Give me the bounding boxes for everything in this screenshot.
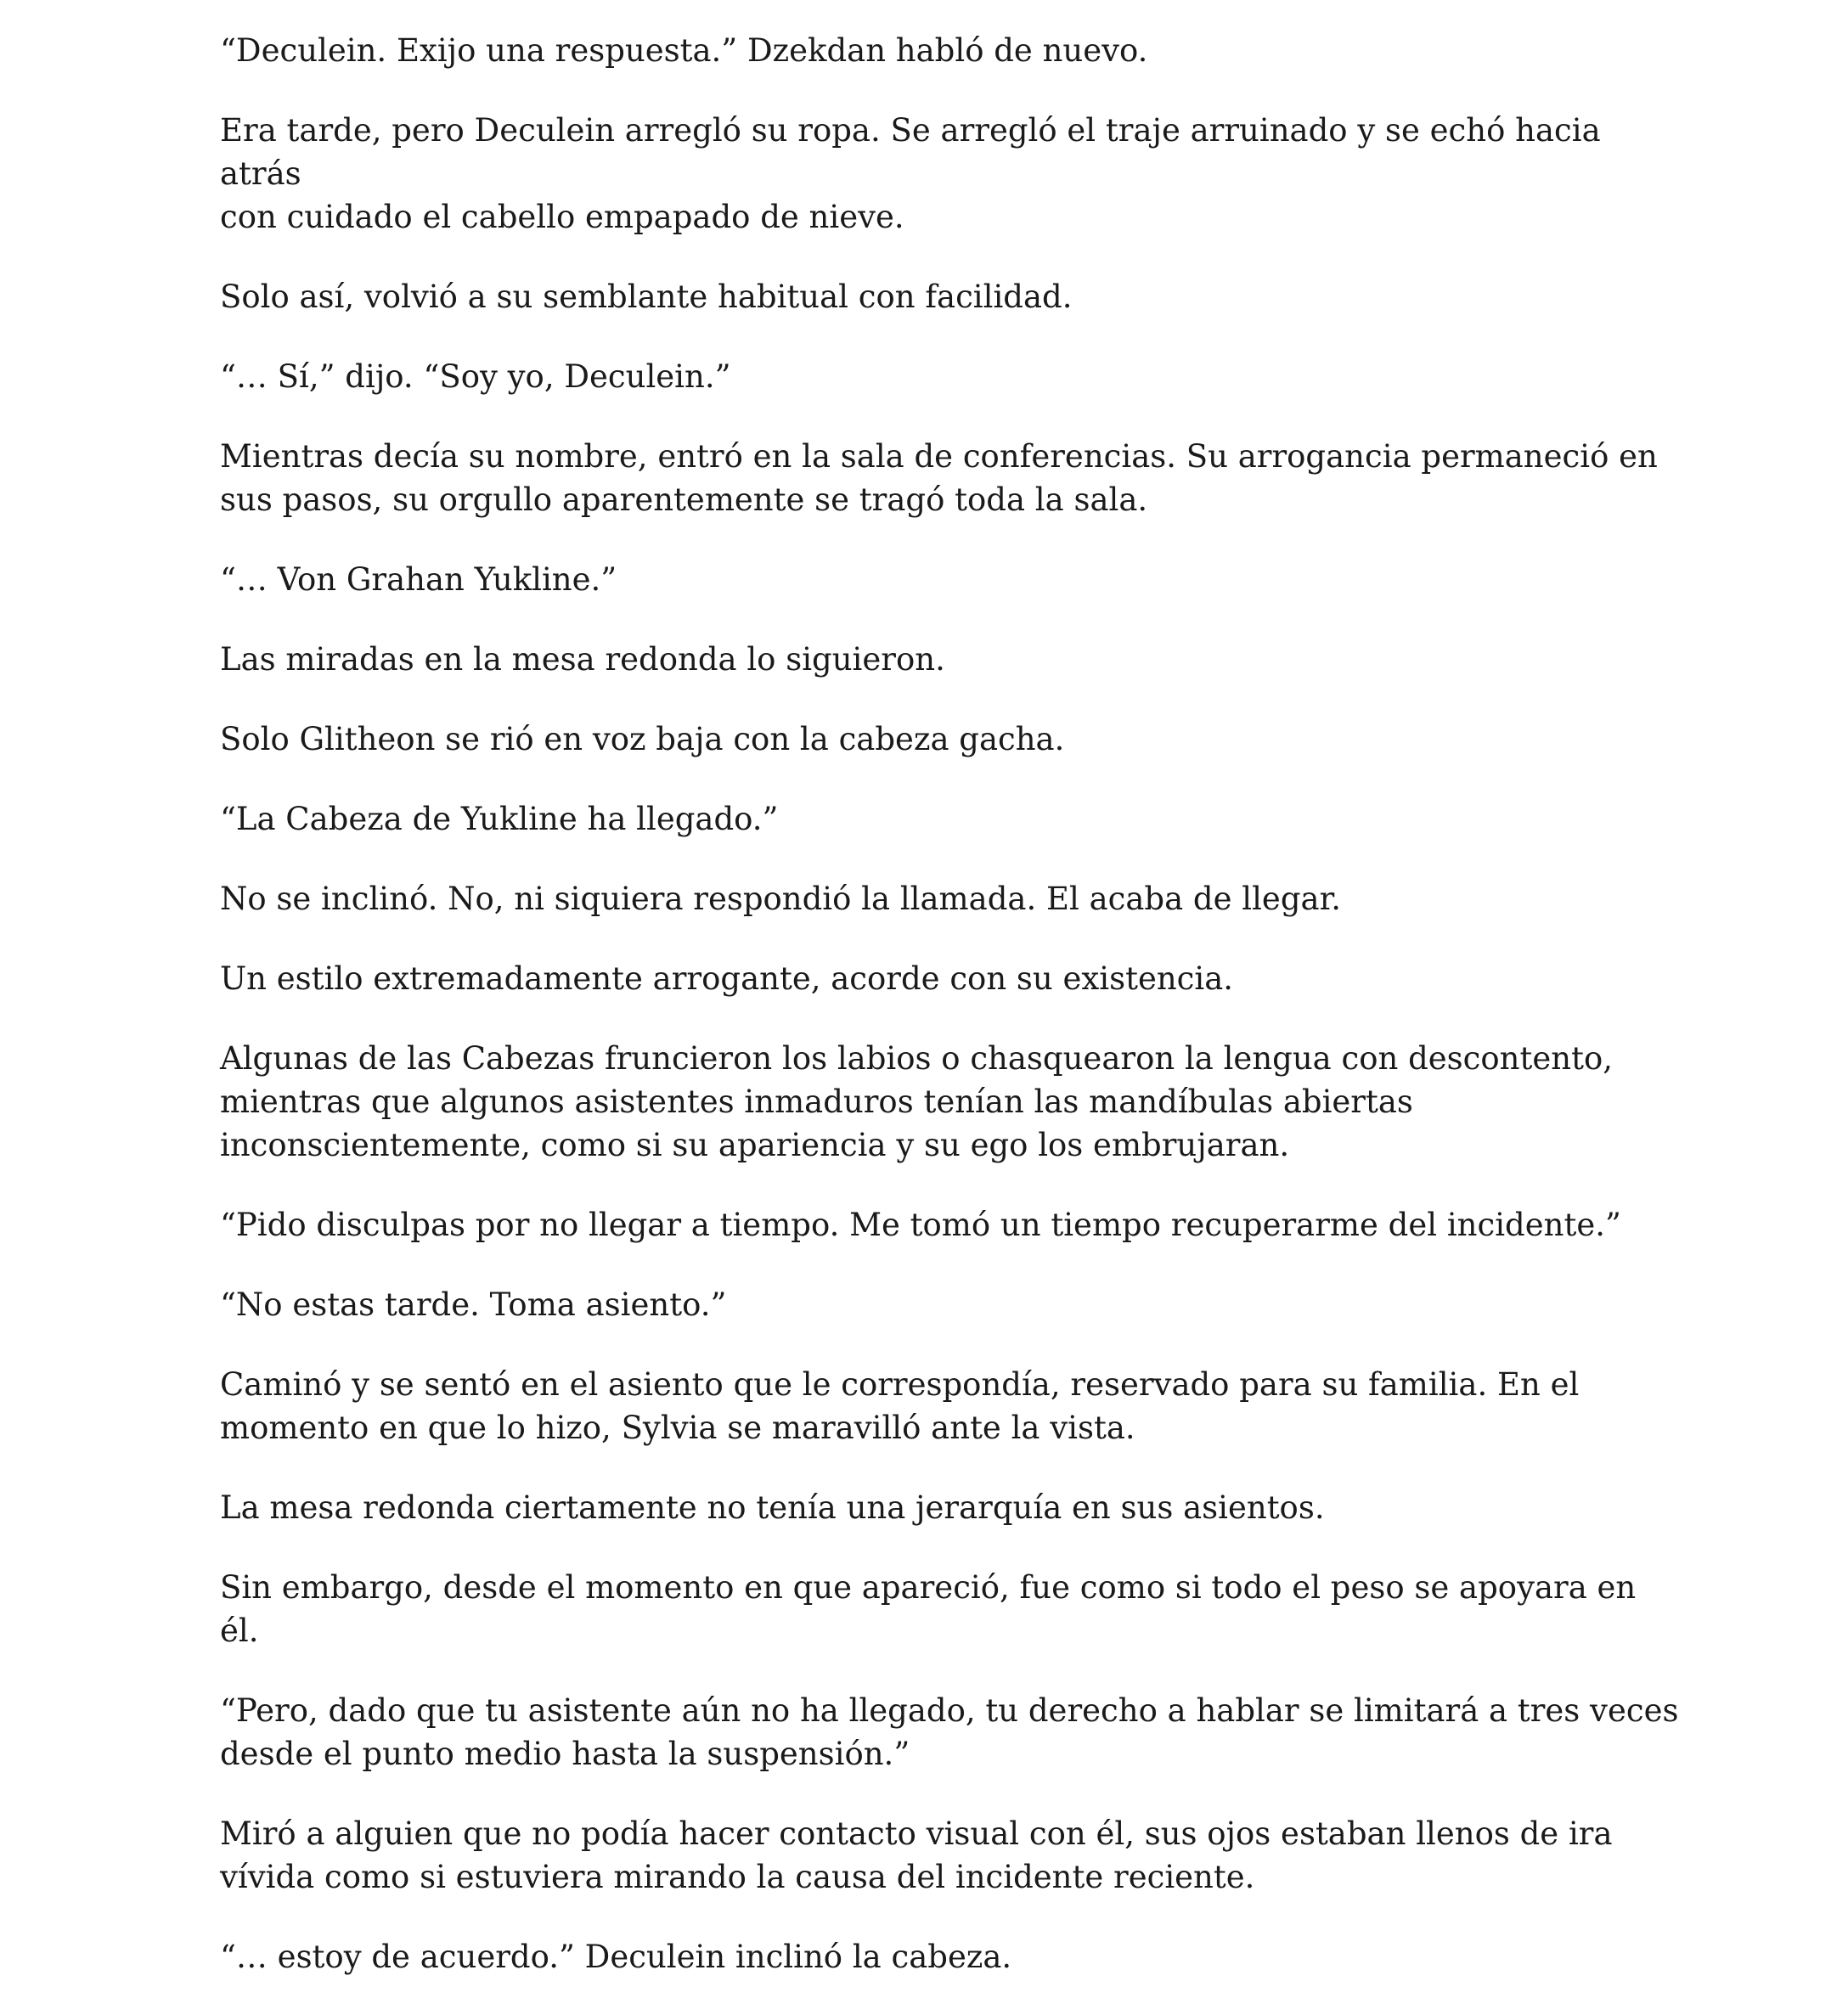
paragraph-4: “… Sí,” dijo. “Soy yo, Deculein.” xyxy=(220,358,731,395)
paragraph-13: “Pido disculpas por no llegar a tiempo. Me tomó un tiempo recuperarme del incidente.” xyxy=(220,1207,1621,1243)
paragraph-15: Caminó y se sentó en el asiento que le correspondía, reservado para su familia. En el momento en que lo hizo, Sylvia se maravilló ante la vista. xyxy=(220,1366,1580,1446)
paragraph-5: Mientras decía su nombre, entró en la sala de conferencias. Su arrogancia permaneció en sus pasos, su orgullo aparentemente se tragó toda la sala. xyxy=(220,438,1658,518)
paragraph-16: La mesa redonda ciertamente no tenía una jerarquía en sus asientos. xyxy=(220,1489,1325,1526)
document-page xyxy=(220,29,1681,2015)
paragraph-6: “… Von Grahan Yukline.” xyxy=(220,561,617,598)
paragraph-17: Sin embargo, desde el momento en que apareció, fue como si todo el peso se apoyara en él. xyxy=(220,1569,1637,1649)
paragraph-7: Las miradas en la mesa redonda lo siguieron. xyxy=(220,641,945,678)
paragraph-14: “No estas tarde. Toma asiento.” xyxy=(220,1286,727,1323)
paragraph-3: Solo así, volvió a su semblante habitual con facilidad. xyxy=(220,279,1073,315)
paragraph-2: Era tarde, pero Deculein arregló su ropa. Se arregló el traje arruinado y se echó hacia atrás con cuidado el cabello empapado de nieve. xyxy=(220,112,1601,235)
paragraph-8: Solo Glitheon se rió en voz baja con la cabeza gacha. xyxy=(220,721,1065,757)
paragraph-10: No se inclinó. No, ni siquiera respondió la llamada. El acaba de llegar. xyxy=(220,881,1341,917)
paragraph-19: Miró a alguien que no podía hacer contacto visual con él, sus ojos estaban llenos de ira vívida como si estuviera mirando la causa del incidente reciente. xyxy=(220,1815,1613,1895)
paragraph-1: “Deculein. Exijo una respuesta.” Dzekdan habló de nuevo. xyxy=(220,32,1148,69)
paragraph-9: “La Cabeza de Yukline ha llegado.” xyxy=(220,801,779,837)
paragraph-18: “Pero, dado que tu asistente aún no ha llegado, tu derecho a hablar se limitará a tres veces desde el punto medio hasta la suspensión.” xyxy=(220,1692,1679,1772)
paragraph-11: Un estilo extremadamente arrogante, acorde con su existencia. xyxy=(220,960,1234,997)
paragraph-20: “… estoy de acuerdo.” Deculein inclinó la cabeza. xyxy=(220,1939,1012,1975)
paragraph-12: Algunas de las Cabezas fruncieron los labios o chasquearon la lengua con descontento, mientras que algunos asistentes inmaduros tenían las mandíbulas abiertas inconscientemente, como si su apariencia y su ego los embrujaran. xyxy=(220,1040,1613,1163)
